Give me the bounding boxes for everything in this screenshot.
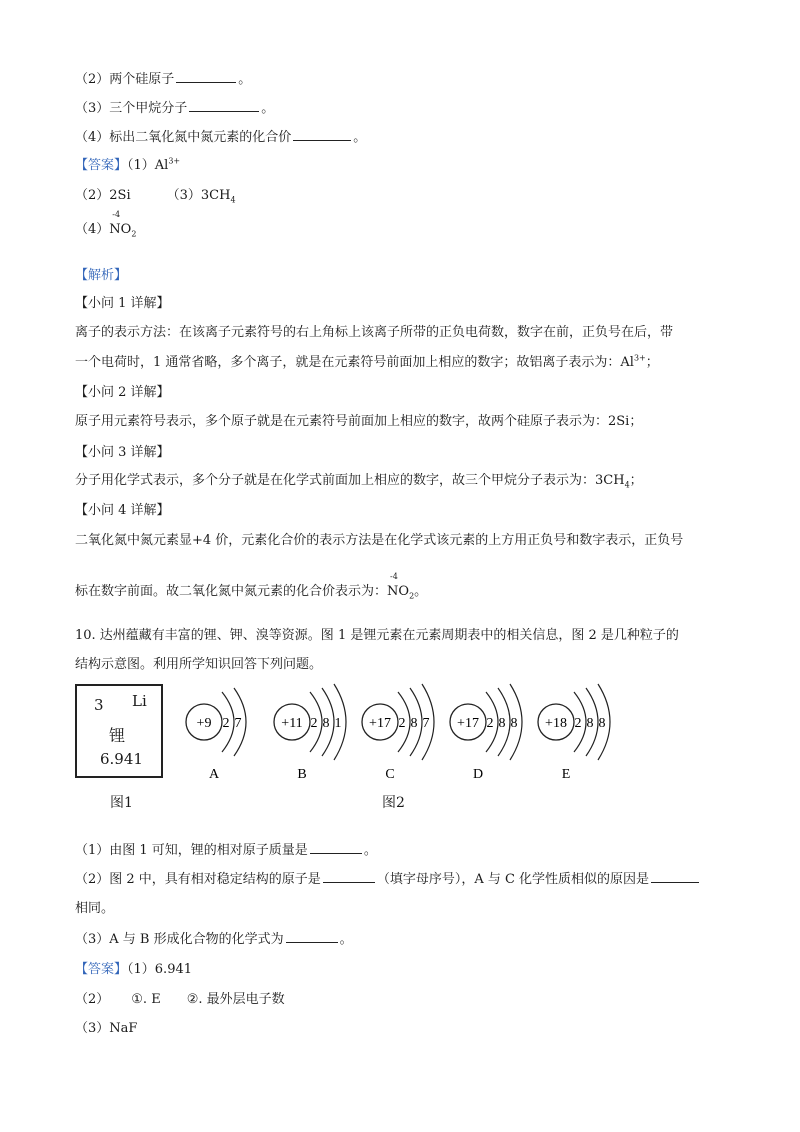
answer-tag: 【答案】 xyxy=(75,962,128,977)
shell-electron-count: 8 xyxy=(498,716,506,731)
nucleus-charge: +17 xyxy=(369,716,391,731)
shell-electron-count: 7 xyxy=(234,716,242,731)
shell-electron-count: 2 xyxy=(574,716,582,731)
particle-label: E xyxy=(561,767,571,782)
sub3-line: 分子用化学式表示，多个分子就是在化学式前面加上相应的数字，故三个甲烷分子表示为：$3CH_4$； xyxy=(75,473,643,490)
figure-1-label: 图1 xyxy=(110,795,133,811)
answer-blank xyxy=(651,870,699,883)
particle-label: B xyxy=(297,767,307,782)
particle-diagrams xyxy=(180,676,640,786)
q9-subquestion-3: （3）三个甲烷分子 。 xyxy=(75,101,275,116)
q9-answer-line-1: 【答案】$(1)Al^{3+}$ xyxy=(75,156,181,173)
sub3-title: 【小问 3 详解】 xyxy=(75,445,170,460)
sub2-line: 原子用元素符号表示，多个原子就是在元素符号前面加上相应的数字，故两个硅原子表示为：2Si； xyxy=(75,414,643,429)
particle-c xyxy=(362,684,434,782)
q10-answer-line-3: （3）NaF xyxy=(75,1021,138,1036)
q10-subquestion-1: （1）由图 1 可知，锂的相对原子质量是 。 xyxy=(75,843,377,858)
q10-subquestion-3: （3）A 与 B 形成化合物的化学式为 。 xyxy=(75,932,353,947)
shell-electron-count: 2 xyxy=(486,716,494,731)
sub1-title: 【小问 1 详解】 xyxy=(75,296,170,311)
answer-blank xyxy=(189,99,259,112)
figure-2-label: 图2 xyxy=(382,795,405,811)
sub1-line-1: 离子的表示方法：在该离子元素符号的右上角标上该离子所带的正负电荷数，数字在前，正负号在后，带 xyxy=(75,325,674,340)
shell-electron-count: 7 xyxy=(422,716,430,731)
shell-electron-count: 2 xyxy=(222,716,230,731)
particle-d xyxy=(450,684,522,782)
nucleus-charge: +18 xyxy=(545,716,567,731)
answer-tag: 【答案】 xyxy=(75,158,128,173)
nitrogen-valence: -4 N xyxy=(387,572,399,599)
nucleus-charge: +17 xyxy=(457,716,479,731)
particle-label: A xyxy=(208,767,220,782)
shell-electron-count: 2 xyxy=(398,716,406,731)
analysis-heading: 【解析】 xyxy=(75,268,128,283)
sub2-title: 【小问 2 详解】 xyxy=(75,385,170,400)
element-symbol: Li xyxy=(132,692,147,710)
shell-electron-count: 8 xyxy=(586,716,594,731)
sub4-line-1: 二氧化氮中氮元素显+4 价，元素化合价的表示方法是在化学式该元素的上方用正负号和数字表示，正负号 xyxy=(75,533,684,548)
particle-a xyxy=(186,688,246,782)
atomic-mass: 6.941 xyxy=(100,750,143,768)
sub4-line-2: 标在数字前面。故二氧化氮中氮元素的化合价表示为： -4 $NO_2$。 xyxy=(75,572,428,601)
sub1-line-2: 一个电荷时，1 通常省略，多个离子，就是在元素符号前面加上相应的数字；故铝离子表示为：$Al^{3+}$； xyxy=(75,353,659,370)
particle-e xyxy=(538,684,610,782)
atomic-number: 3 xyxy=(94,696,104,714)
element-name: 锂 xyxy=(109,726,126,745)
q10-stem-line-1: 10. 达州蕴藏有丰富的锂、钾、溴等资源。图 1 是锂元素在元素周期表中的相关信息，图 2 是几种粒子的 xyxy=(75,628,679,643)
nitrogen-valence: -4 N xyxy=(109,210,121,237)
particle-b xyxy=(274,684,346,782)
shell-electron-count: 8 xyxy=(598,716,606,731)
answer-blank xyxy=(293,128,351,141)
q9-answer-line-2: （2）2Si $(3)3CH_4$ xyxy=(75,188,236,205)
q9-answer-line-4: （4） -4 $NO_2$ xyxy=(75,210,137,239)
particle-label: C xyxy=(385,767,395,782)
q10-subquestion-2-cont: 相同。 xyxy=(75,901,115,916)
answer-blank xyxy=(323,870,375,883)
q9-subquestion-2: （2）两个硅原子 。 xyxy=(75,72,252,87)
sub4-title: 【小问 4 详解】 xyxy=(75,503,170,518)
particle-label: D xyxy=(472,767,484,782)
answer-blank xyxy=(286,930,338,943)
shell-electron-count: 2 xyxy=(310,716,318,731)
shell-electron-count: 8 xyxy=(322,716,330,731)
shell-electron-count: 1 xyxy=(334,716,342,731)
q9-subquestion-4: （4）标出二氧化氮中氮元素的化合价 。 xyxy=(75,130,367,145)
shell-electron-count: 8 xyxy=(510,716,518,731)
q10-stem-line-2: 结构示意图。利用所学知识回答下列问题。 xyxy=(75,657,323,672)
q10-answer-line-1: 【答案】（1）6.941 xyxy=(75,962,193,977)
answer-blank xyxy=(310,841,362,854)
shell-electron-count: 8 xyxy=(410,716,418,731)
q10-subquestion-2: （2）图 2 中，具有相对稳定结构的原子是 （填字母序号），A 与 C 化学性质相似的原因是 xyxy=(75,868,701,887)
element-cell xyxy=(75,684,163,778)
answer-blank xyxy=(176,70,236,83)
q10-answer-line-2: （2） ①. E ②. 最外层电子数 xyxy=(75,992,285,1007)
nucleus-charge: +11 xyxy=(281,716,303,731)
nucleus-charge: +9 xyxy=(196,716,212,731)
